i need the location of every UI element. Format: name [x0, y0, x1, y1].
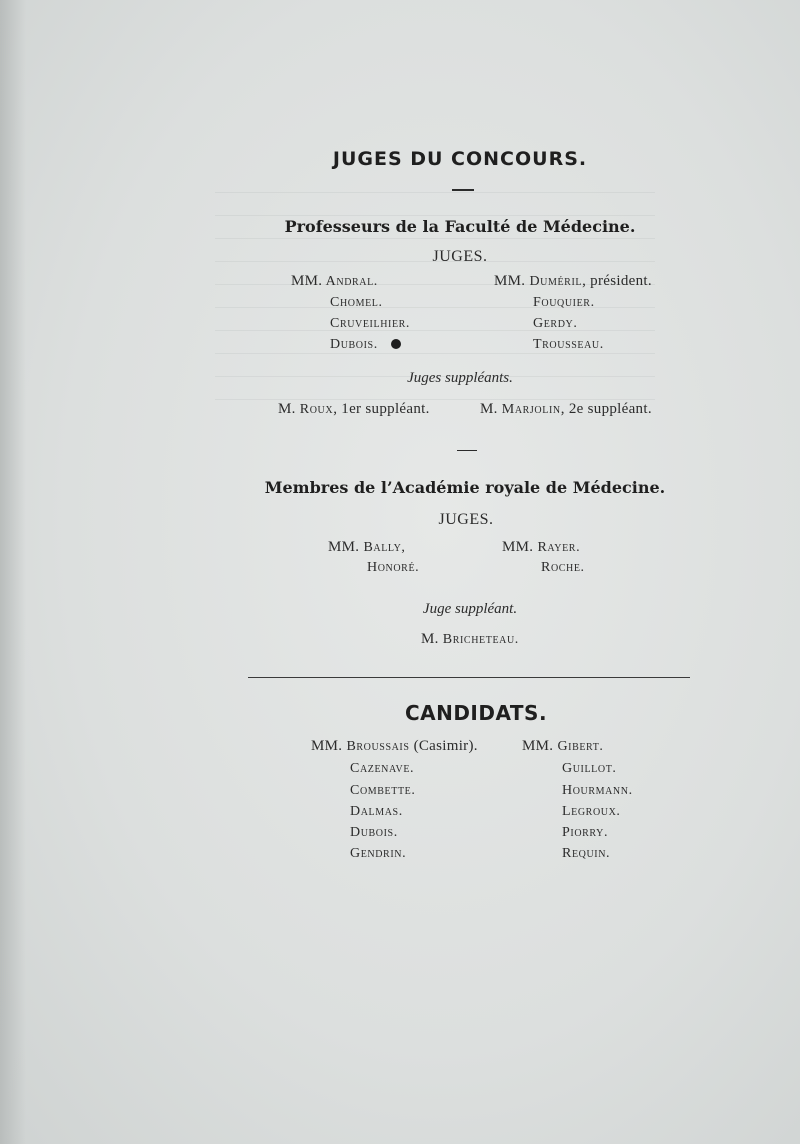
page-spine-shadow [0, 0, 26, 1144]
candidat-right-3: Hourmann. [562, 783, 633, 798]
candidats-heading: CANDIDATS. [404, 701, 548, 725]
academie-heading: Membres de l’Académie royale de Médecine. [264, 478, 666, 497]
faculte-juge-right-4: Trousseau. [533, 337, 604, 352]
academie-juge-right-2: Roche. [541, 560, 585, 575]
candidat-right-4: Legroux. [562, 804, 621, 819]
candidat-left-2: Cazenave. [350, 761, 415, 776]
faculte-juge-left-1: MM. Andral. [291, 273, 378, 289]
faculte-juge-left-4: Dubois. [330, 337, 378, 352]
candidat-right-6: Requin. [562, 846, 611, 861]
candidat-right-5: Piorry. [562, 825, 609, 840]
academie-juge-left-1: MM. Bally, [328, 539, 406, 555]
candidat-left-6: Gendrin. [350, 846, 407, 861]
faculte-heading: Professeurs de la Faculté de Médecine. [284, 217, 636, 236]
academie-juges-label: JUGES. [438, 511, 494, 528]
academie-suppleant: M. Bricheteau. [421, 631, 519, 647]
candidat-right-1: MM. Gibert. [522, 738, 604, 754]
academie-juge-left-2: Honoré. [367, 560, 420, 575]
faculte-juge-right-2: Fouquier. [533, 295, 595, 310]
faculte-juge-left-2: Chomel. [330, 295, 383, 310]
candidat-left-4: Dalmas. [350, 804, 403, 819]
faculte-juge-right-1: MM. Duméril, président. [494, 273, 652, 289]
page-title: JUGES DU CONCOURS. [332, 148, 588, 170]
candidat-left-1: MM. Broussais (Casimir). [311, 738, 478, 754]
faculte-suppleants-label: Juges suppléants. [407, 370, 513, 386]
ink-blot-mark [391, 339, 401, 349]
faculte-suppleant-1: M. Roux, 1er suppléant. [278, 401, 430, 417]
faculte-juges-label: JUGES. [432, 248, 488, 265]
candidat-right-2: Guillot. [562, 761, 617, 776]
section-rule [248, 677, 690, 678]
academie-juge-right-1: MM. Rayer. [502, 539, 581, 555]
academie-suppleant-label: Juge suppléant. [422, 601, 518, 617]
section-dash [457, 450, 477, 451]
candidat-left-3: Combette. [350, 783, 416, 798]
faculte-juge-left-3: Cruveilhier. [330, 316, 411, 331]
title-dash [452, 189, 474, 191]
faculte-suppleant-2: M. Marjolin, 2e suppléant. [480, 401, 652, 417]
candidat-left-5: Dubois. [350, 825, 398, 840]
faculte-juge-right-3: Gerdy. [533, 316, 578, 331]
